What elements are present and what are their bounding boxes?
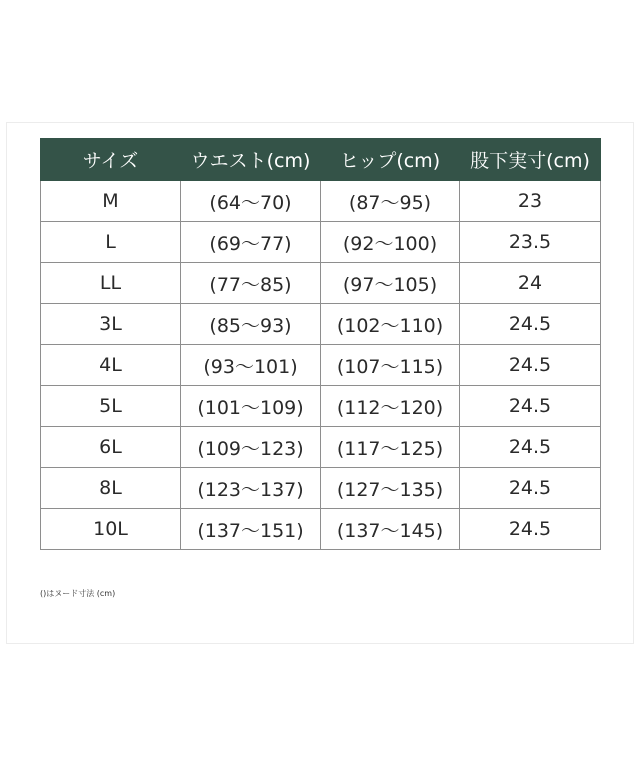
hip-cell: (102～110) [321, 304, 460, 345]
inseam-cell: 24.5 [460, 386, 601, 427]
waist-cell: (85～93) [181, 304, 321, 345]
size-cell: 4L [41, 345, 181, 386]
size-cell: L [41, 222, 181, 263]
inseam-cell: 24.5 [460, 345, 601, 386]
hip-cell: (107～115) [321, 345, 460, 386]
waist-cell: (137～151) [181, 509, 321, 550]
inseam-cell: 24.5 [460, 468, 601, 509]
hip-cell: (117～125) [321, 427, 460, 468]
waist-cell: (123～137) [181, 468, 321, 509]
inseam-cell: 23 [460, 181, 601, 222]
table-row [41, 222, 601, 263]
inseam-cell: 24.5 [460, 427, 601, 468]
header-waist: ウエスト(cm) [181, 139, 321, 181]
size-cell: 5L [41, 386, 181, 427]
inseam-cell: 24.5 [460, 304, 601, 345]
waist-cell: (64～70) [181, 181, 321, 222]
table-header-row [41, 139, 601, 181]
table-row [41, 386, 601, 427]
table-row [41, 263, 601, 304]
waist-cell: (101～109) [181, 386, 321, 427]
waist-cell: (109～123) [181, 427, 321, 468]
table-row [41, 427, 601, 468]
size-cell: 10L [41, 509, 181, 550]
nude-measurement-note: ()はヌード寸法 (cm) [40, 589, 116, 598]
table-row [41, 181, 601, 222]
size-cell: 6L [41, 427, 181, 468]
hip-cell: (112～120) [321, 386, 460, 427]
size-cell: 8L [41, 468, 181, 509]
header-size: サイズ [41, 139, 181, 181]
waist-cell: (93～101) [181, 345, 321, 386]
hip-cell: (92～100) [321, 222, 460, 263]
hip-cell: (127～135) [321, 468, 460, 509]
hip-cell: (87～95) [321, 181, 460, 222]
hip-cell: (97～105) [321, 263, 460, 304]
size-table [40, 138, 601, 550]
header-hip: ヒップ(cm) [321, 139, 460, 181]
inseam-cell: 23.5 [460, 222, 601, 263]
table-row [41, 345, 601, 386]
waist-cell: (77～85) [181, 263, 321, 304]
hip-cell: (137～145) [321, 509, 460, 550]
header-inseam: 股下実寸(cm) [460, 139, 601, 181]
table-row [41, 509, 601, 550]
size-cell: M [41, 181, 181, 222]
waist-cell: (69～77) [181, 222, 321, 263]
table-row [41, 304, 601, 345]
size-cell: LL [41, 263, 181, 304]
inseam-cell: 24.5 [460, 509, 601, 550]
size-cell: 3L [41, 304, 181, 345]
table-row [41, 468, 601, 509]
inseam-cell: 24 [460, 263, 601, 304]
